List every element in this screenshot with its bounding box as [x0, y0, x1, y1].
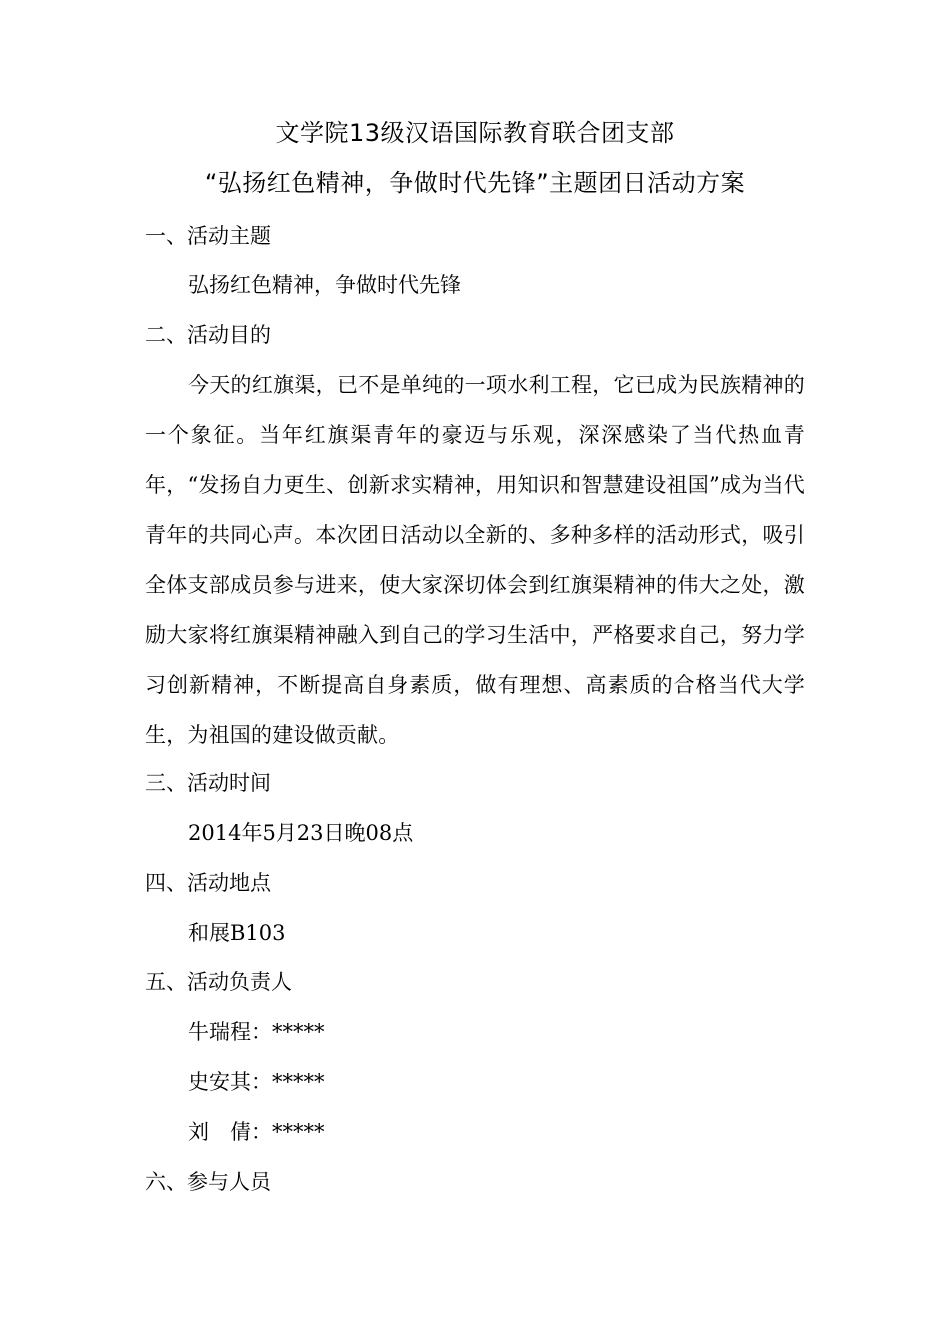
- section-content-time: 2014年5月23日晚08点: [188, 821, 414, 845]
- organizer-item: 史安其：*****: [188, 1070, 325, 1094]
- section-heading-theme: 一、活动主题: [145, 224, 271, 248]
- section-content-theme: 弘扬红色精神，争做时代先锋: [188, 273, 461, 297]
- section-heading-organizers: 五、活动负责人: [145, 970, 292, 994]
- section-heading-location: 四、活动地点: [145, 871, 271, 895]
- organizer-item: 刘 倩：*****: [188, 1120, 325, 1144]
- section-heading-purpose: 二、活动目的: [145, 323, 271, 347]
- section-content-purpose: 今天的红旗渠，已不是单纯的一项水利工程，它已成为民族精神的一个象征。当年红旗渠青年的豪迈与乐观，深深感染了当代热血青年，“发扬自力更生、创新求实精神，用知识和智慧建设祖国”成为当代青年的共同心声。本次团日活动以全新的、多种多样的活动形式，吸引全体支部成员参与进来，使大家深切体会到红旗渠精神的伟大之处，激励大家将红旗渠精神融入到自己的学习生活中，严格要求自己，努力学习创新精神，不断提高自身素质，做有理想、高素质的合格当代大学生，为祖国的建设做贡献。: [145, 373, 805, 747]
- section-content-location: 和展B103: [188, 921, 286, 945]
- organizer-item: 牛瑞程：*****: [188, 1020, 325, 1044]
- document-title: 文学院13级汉语国际教育联合团支部: [275, 119, 675, 147]
- section-heading-time: 三、活动时间: [145, 771, 271, 795]
- section-heading-participants: 六、参与人员: [145, 1170, 271, 1194]
- document-subtitle: “弘扬红色精神，争做时代先锋”主题团日活动方案: [204, 169, 746, 197]
